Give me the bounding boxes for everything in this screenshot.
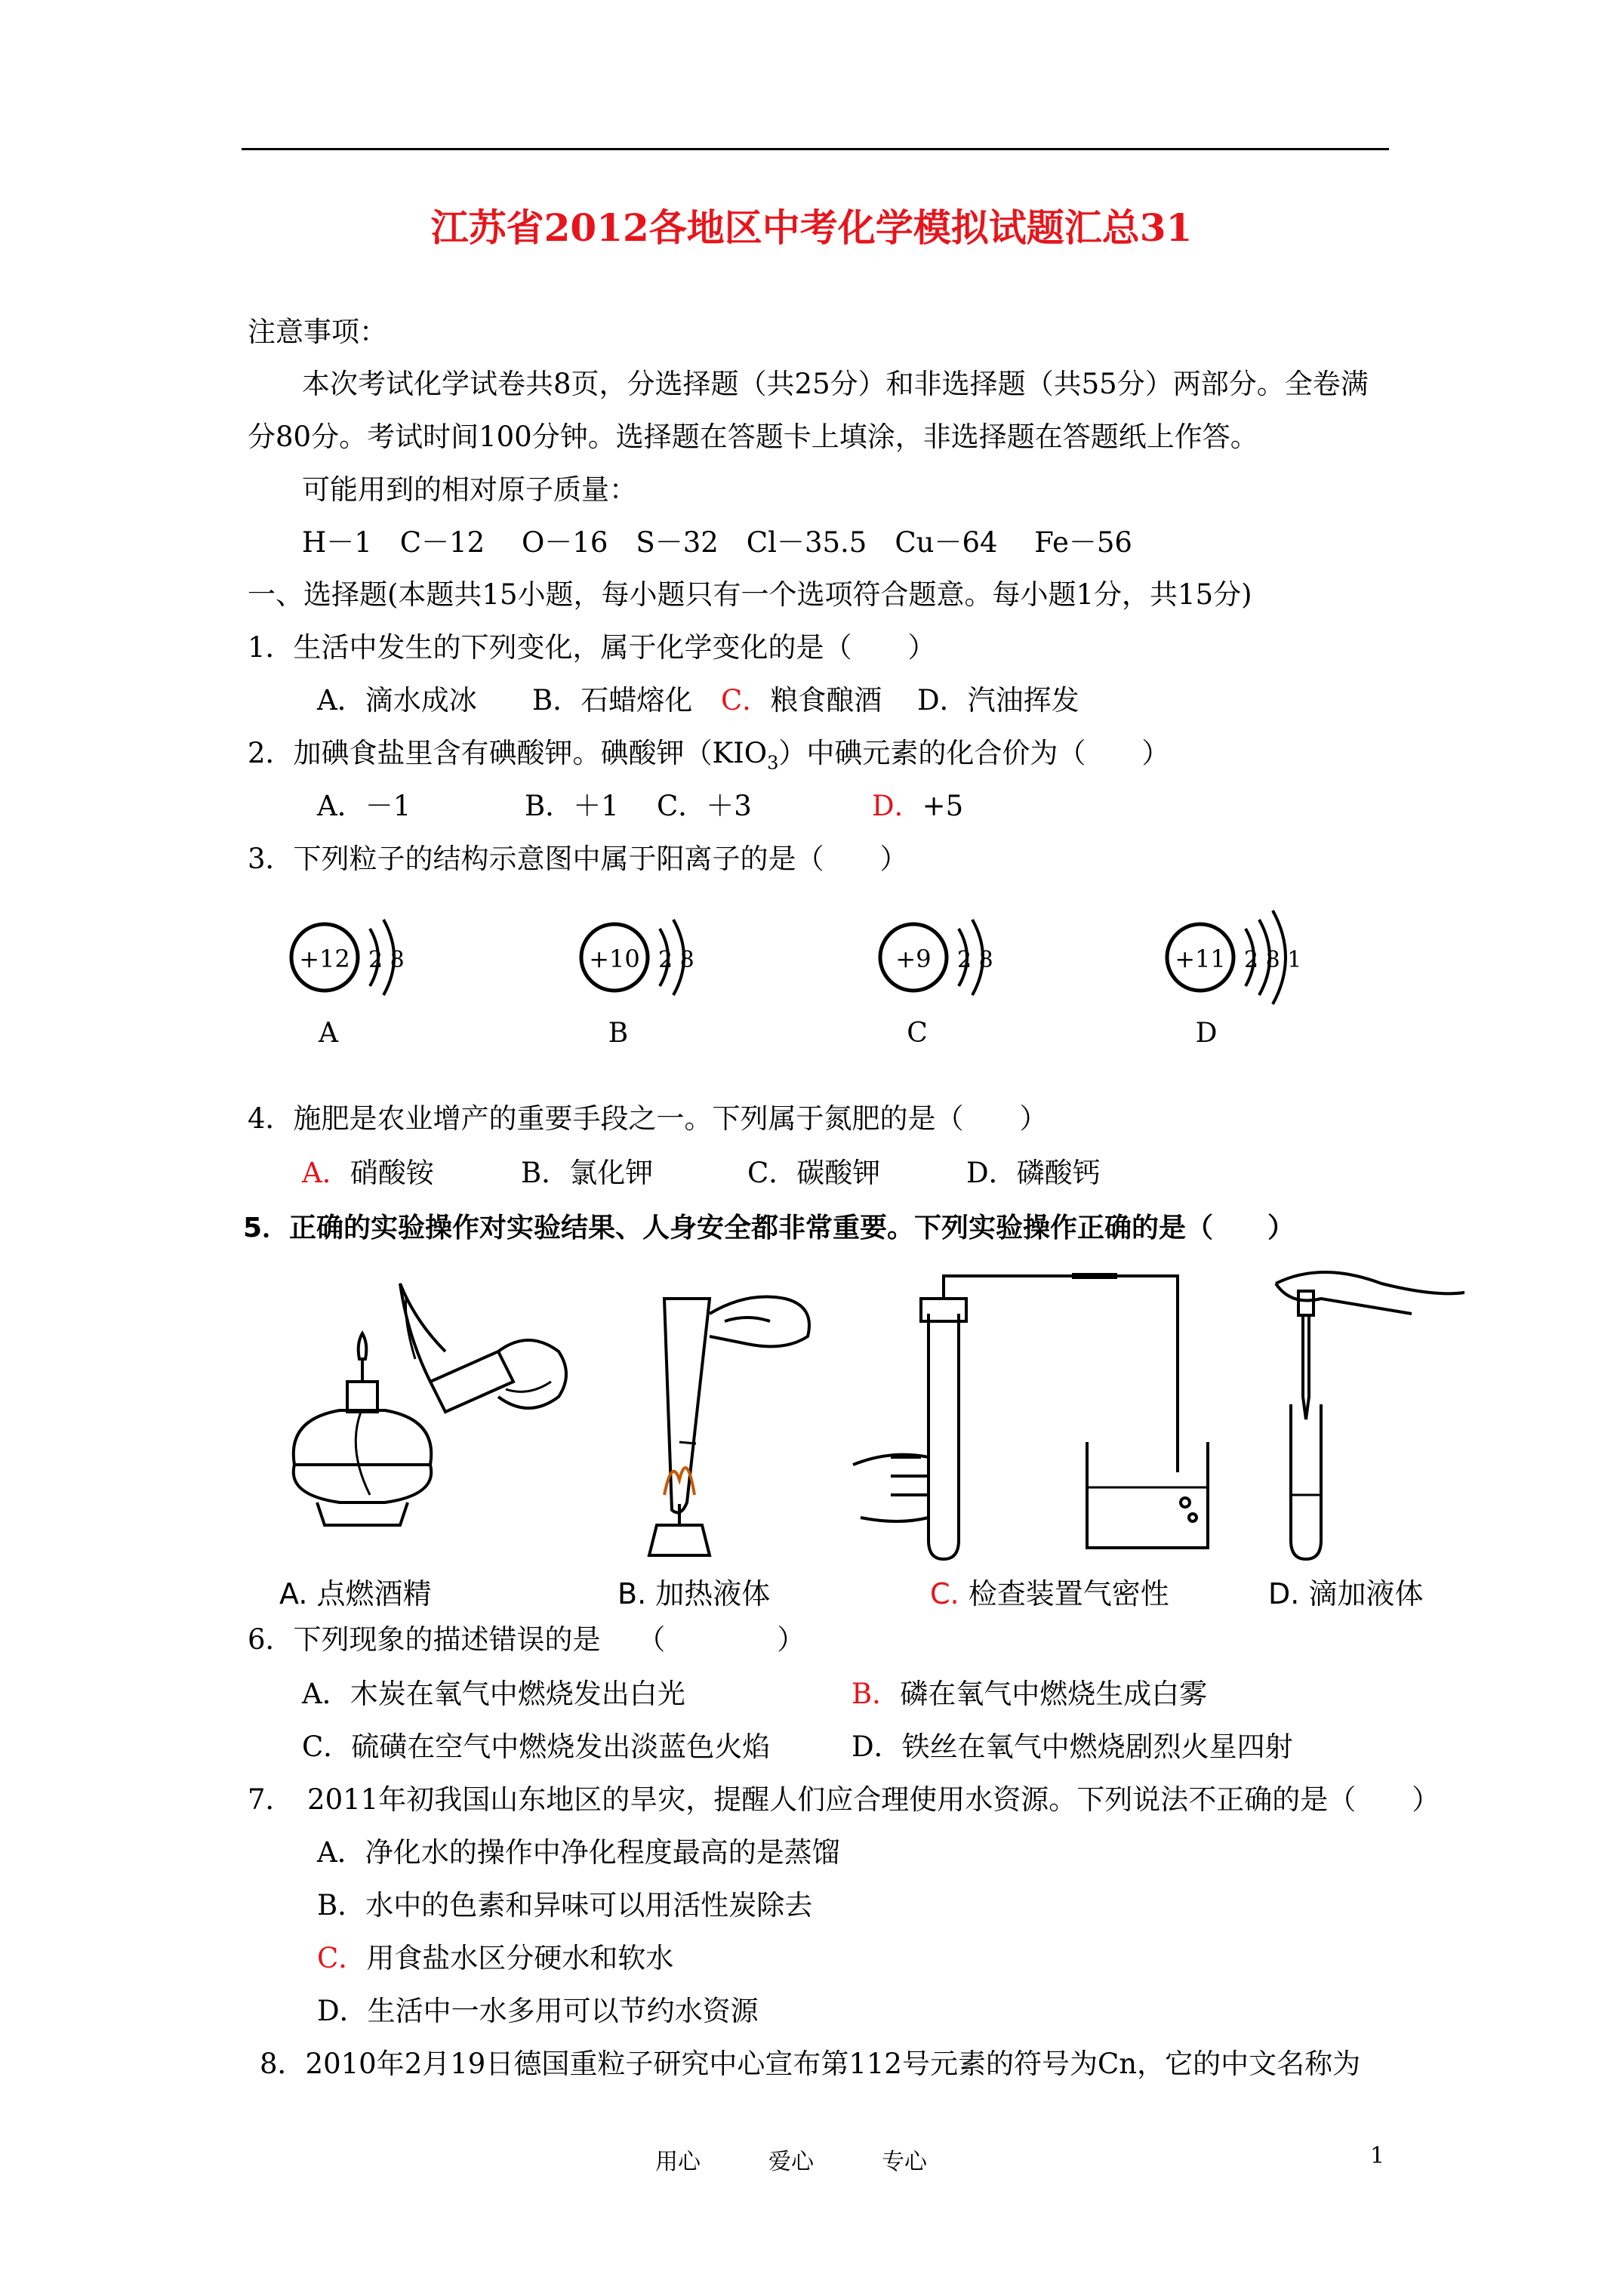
q5-caption-d: D. 滴加液体 [1268,1577,1424,1610]
q6-answer-letter: B． [852,1678,901,1710]
q7-option-a: A．净化水的操作中净化程度最高的是蒸馏 [317,1836,840,1869]
q2-option-a: A．－1 [317,790,411,822]
q5-caption-a: A. 点燃酒精 [279,1577,432,1610]
header-rule [242,148,1389,150]
atomic-mass-heading: 可能用到的相对原子质量： [302,473,637,506]
svg-text:2 8: 2 8 [368,947,405,973]
svg-text:2 8: 2 8 [658,947,694,973]
svg-text:+9: +9 [895,945,932,973]
page-title: 江苏省2012各地区中考化学模拟试题汇总31 [430,205,1193,250]
svg-text:+12: +12 [299,945,350,973]
page-number: 1 [1370,2143,1385,2169]
q6-option-d: D．铁丝在氧气中燃烧剧烈火星四射 [852,1730,1293,1763]
atom-diagram-a [291,920,405,1049]
q2-option-d: D．+5 [872,790,964,822]
illustration-lighting-alcohol-lamp [294,1284,566,1525]
notice-paragraph-line1: 本次考试化学试卷共8页，分选择题（共25分）和非选择题（共55分）两部分。全卷满 [302,368,1369,400]
illustration-heating-liquid [649,1297,809,1556]
q5-caption-c: C. 检查装置气密性 [930,1577,1169,1610]
q7-answer-letter: C． [317,1942,367,1974]
q7-option-b: B．水中的色素和异味可以用活性炭除去 [317,1889,813,1922]
q1-stem: 1．生活中发生的下列变化，属于化学变化的是（ ） [248,631,936,664]
notice-heading: 注意事项： [248,316,387,348]
svg-text:D: D [1195,1018,1218,1049]
q5-answer-letter: C. [930,1577,959,1610]
q7-stem: 7． 2011年初我国山东地区的旱灾，提醒人们应合理使用水资源。下列说法不正确的是（ ） [248,1783,1440,1816]
q8-stem: 8．2010年2月19日德国重粒子研究中心宣布第112号元素的符号为Cn，它的中文名称为 [260,2048,1361,2080]
q1-option-b: B．石蜡熔化 [532,684,693,717]
q2-option-c: C．＋3 [657,790,752,822]
q5-lab-illustrations [272,1268,1464,1570]
atom-diagram-b [581,920,694,1049]
q2-option-b: B．＋1 [525,790,619,822]
q7-option-c: C．用食盐水区分硬水和软水 [317,1942,674,1974]
section-heading: 一、选择题(本题共15小题，每小题只有一个选项符合题意。每小题1分，共15分) [248,578,1252,611]
q5-caption-b: B. 加热液体 [617,1577,771,1610]
q1-option-a: A．滴水成冰 [317,684,477,717]
q2-stem: 2．加碘食盐里含有碘酸钾。碘酸钾$(KIO_3)$中碘元素的化合价为（ ） [248,737,1170,774]
q6-option-c: C．硫磺在空气中燃烧发出淡蓝色火焰 [302,1730,771,1763]
q4-option-b: B．氯化钾 [521,1157,654,1189]
atom-diagram-d [1167,911,1301,1049]
q4-option-d: D．磷酸钙 [966,1157,1101,1189]
svg-text:2 8 1: 2 8 1 [1244,947,1302,973]
q4-option-c: C．碳酸钾 [747,1157,881,1189]
q7-option-d: D．生活中一水多用可以节约水资源 [317,1995,759,2027]
q6-option-b: B．磷在氧气中燃烧生成白雾 [852,1678,1208,1710]
q4-answer-letter: A． [302,1157,350,1189]
svg-text:2 8: 2 8 [957,947,993,973]
svg-text:+10: +10 [589,945,640,973]
footer-motto: 用心 爱心 专心 [655,2149,927,2175]
svg-text:A: A [319,1018,338,1049]
q1-answer-letter: C． [721,684,771,717]
q6-stem: 6．下列现象的描述错误的是 （ ） [248,1623,805,1656]
atomic-mass-values: H－1 C－12 O－16 S－32 Cl－35.5 Cu－64 Fe－56 [302,526,1132,559]
q1-option-c: C．粮食酿酒 [721,684,882,717]
q2-answer-letter: D． [872,790,922,822]
q5-stem: 5．正确的实验操作对实验结果、人身安全都非常重要。下列实验操作正确的是（ ） [243,1213,1295,1244]
notice-paragraph-line2: 分80分。考试时间100分钟。选择题在答题卡上填涂，非选择题在答题纸上作答。 [248,421,1258,453]
illustration-dropping-liquid [1276,1272,1464,1559]
q1-option-d: D．汽油挥发 [917,684,1079,717]
q6-option-a: A．木炭在氧气中燃烧发出白光 [302,1678,685,1710]
q4-option-a: A．硝酸铵 [302,1157,434,1189]
atom-diagram-c [880,920,993,1049]
q3-stem: 3．下列粒子的结构示意图中属于阳离子的是（ ） [248,843,908,875]
q3-atom-diagrams [249,898,1381,1072]
illustration-checking-airtightness [853,1276,1208,1559]
svg-text:C: C [907,1018,928,1049]
q4-stem: 4．施肥是农业增产的重要手段之一。下列属于氮肥的是（ ） [248,1102,1048,1135]
svg-text:B: B [608,1018,629,1049]
svg-text:+11: +11 [1175,945,1226,973]
